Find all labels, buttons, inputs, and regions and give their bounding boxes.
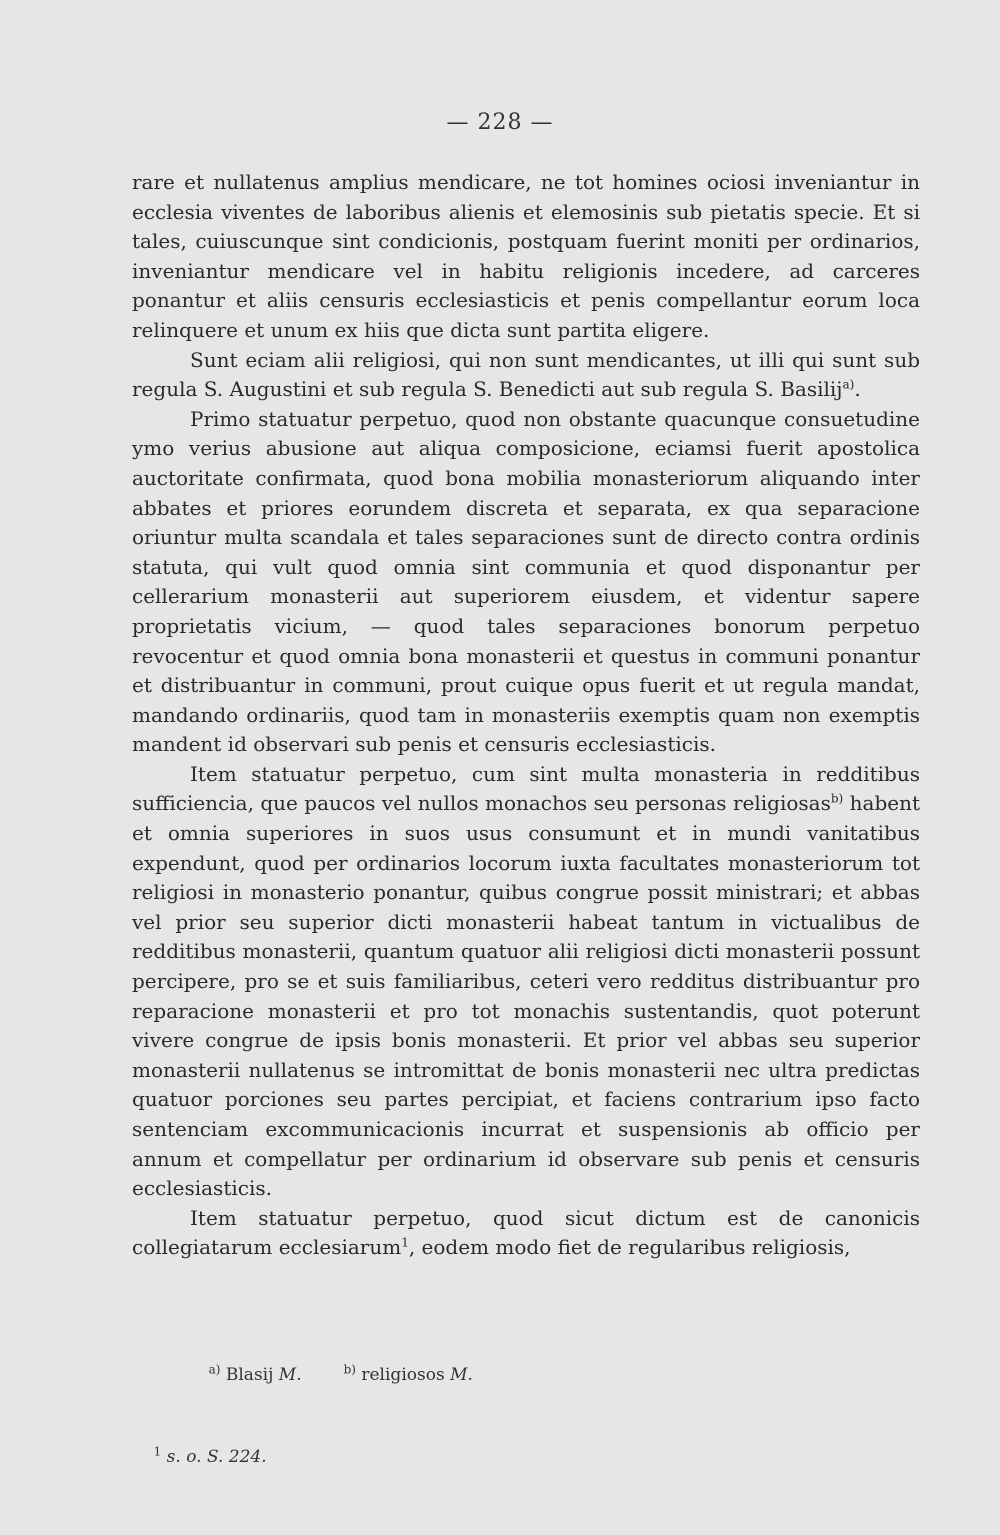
paragraph-text: .	[854, 377, 861, 402]
paragraph-text: Item statuatur perpetuo, quod sicut dictum est de canonicis collegiatarum ecclesiarum	[132, 1205, 920, 1260]
footnote-b-siglum: M.	[450, 1365, 473, 1385]
footnote-a-siglum: M.	[278, 1365, 302, 1385]
paragraph-text: habent et omnia superiores in suos usus consumunt et in mundi vanitatibus expendunt, quod per ordinarios locorum iuxta facultates monasteriorum tot religiosi in monasterio ponantur, quibus congrue possit ministrari; et abbas vel prior seu superior dicti monasterii habeat tantum in victualibus de redditibus monasterii, quantum quatuor alii religiosi dicti monasterii possunt percipere, pro se et suis familiaribus, ceteri vero redditus distribuantur pro reparacione monasterii et pro tot monachis sustentandis, quot poterunt vivere congrue de ipsis bonis monasterii. Et prior vel abbas seu superior monasterii nullatenus se intromittat de bonis monasterii nec ultra predictas quatuor porciones seu partes percipiat, et faciens contrarium ipso facto sentenciam excommunicacionis incurrat et suspensionis ab officio per annum et compellatur per ordinarium id observare sub penis et censuris ecclesiasticis.	[132, 791, 921, 1201]
footnote-1-mark: 1	[153, 1444, 162, 1459]
footnote-marker: b)	[830, 791, 844, 806]
footnote-b-mark: b)	[343, 1362, 356, 1377]
paragraph-text: , eodem modo fiet de regularibus religiosis,	[408, 1235, 851, 1260]
footnote-a-mark: a)	[208, 1362, 221, 1377]
footnote-a	[208, 1362, 302, 1385]
paragraph	[132, 405, 920, 760]
paragraph-text: rare et nullatenus amplius mendicare, ne tot homines ociosi inveniantur in ecclesia viventes de laboribus alienis et elemosinis sub pietatis specie. Et si tales, cuiuscunque sint condicionis, postquam fuerint moniti per ordinarios, inveniantur mendicare vel in habitu religionis incedere, ad carceres ponantur et aliis censuris ecclesiasticis et penis compellantur eorum loca relinquere et unum ex hiis que dicta sunt partita eligere.	[132, 170, 920, 342]
page-number: — 228 —	[446, 110, 554, 135]
paragraph	[132, 1204, 920, 1263]
main-text	[132, 168, 920, 1263]
reference-footnotes	[132, 1427, 920, 1487]
paragraph-text: Primo statuatur perpetuo, quod non obstante quacunque consuetudine ymo verius abusione aut aliqua composicione, eciamsi fuerit apostolica auctoritate confirmata, quod bona mobilia monasteriorum aliquando inter abbates et priores eorundem discreta et separata, ex qua separacione oriuntur multa scandala et tales separaciones sunt de directo contra ordinis statuta, qui vult quod omnia sint communia et quod disponantur per cellerarium monasterii aut superiorem eiusdem, et videntur sapere proprietatis vicium, — quod tales separaciones bonorum perpetuo revocentur et quod omnia bona monasterii et questus in communi ponantur et distribuantur in communi, prout cuique opus fuerit et ut regula mandat, mandando ordinariis, quod tam in monasteriis exemptis quam non exemptis mandent id observari sub penis et censuris ecclesiasticis.	[132, 406, 920, 757]
paragraph	[132, 346, 920, 405]
footnote-a-text: Blasij	[225, 1365, 274, 1385]
paragraph	[132, 168, 920, 346]
footnotes	[132, 1345, 920, 1509]
footnote-1	[153, 1444, 267, 1467]
paragraph-text: Item statuatur perpetuo, cum sint multa monasteria in redditibus sufficiencia, que paucos vel nullos monachos seu personas religiosas	[132, 761, 920, 816]
footnote-marker: a)	[842, 377, 855, 392]
paragraph	[132, 760, 920, 1204]
footnote-1-text: s. o. S. 224.	[166, 1447, 267, 1467]
variant-footnotes	[187, 1345, 920, 1405]
footnote-b-text: religiosos	[361, 1365, 445, 1385]
footnote-marker: 1	[401, 1235, 409, 1250]
footnote-b	[343, 1362, 473, 1385]
paragraph-text: Sunt eciam alii religiosi, qui non sunt mendicantes, ut illi qui sunt sub regula S. Augustini et sub regula S. Benedicti aut sub regula S. Basilij	[132, 347, 920, 402]
